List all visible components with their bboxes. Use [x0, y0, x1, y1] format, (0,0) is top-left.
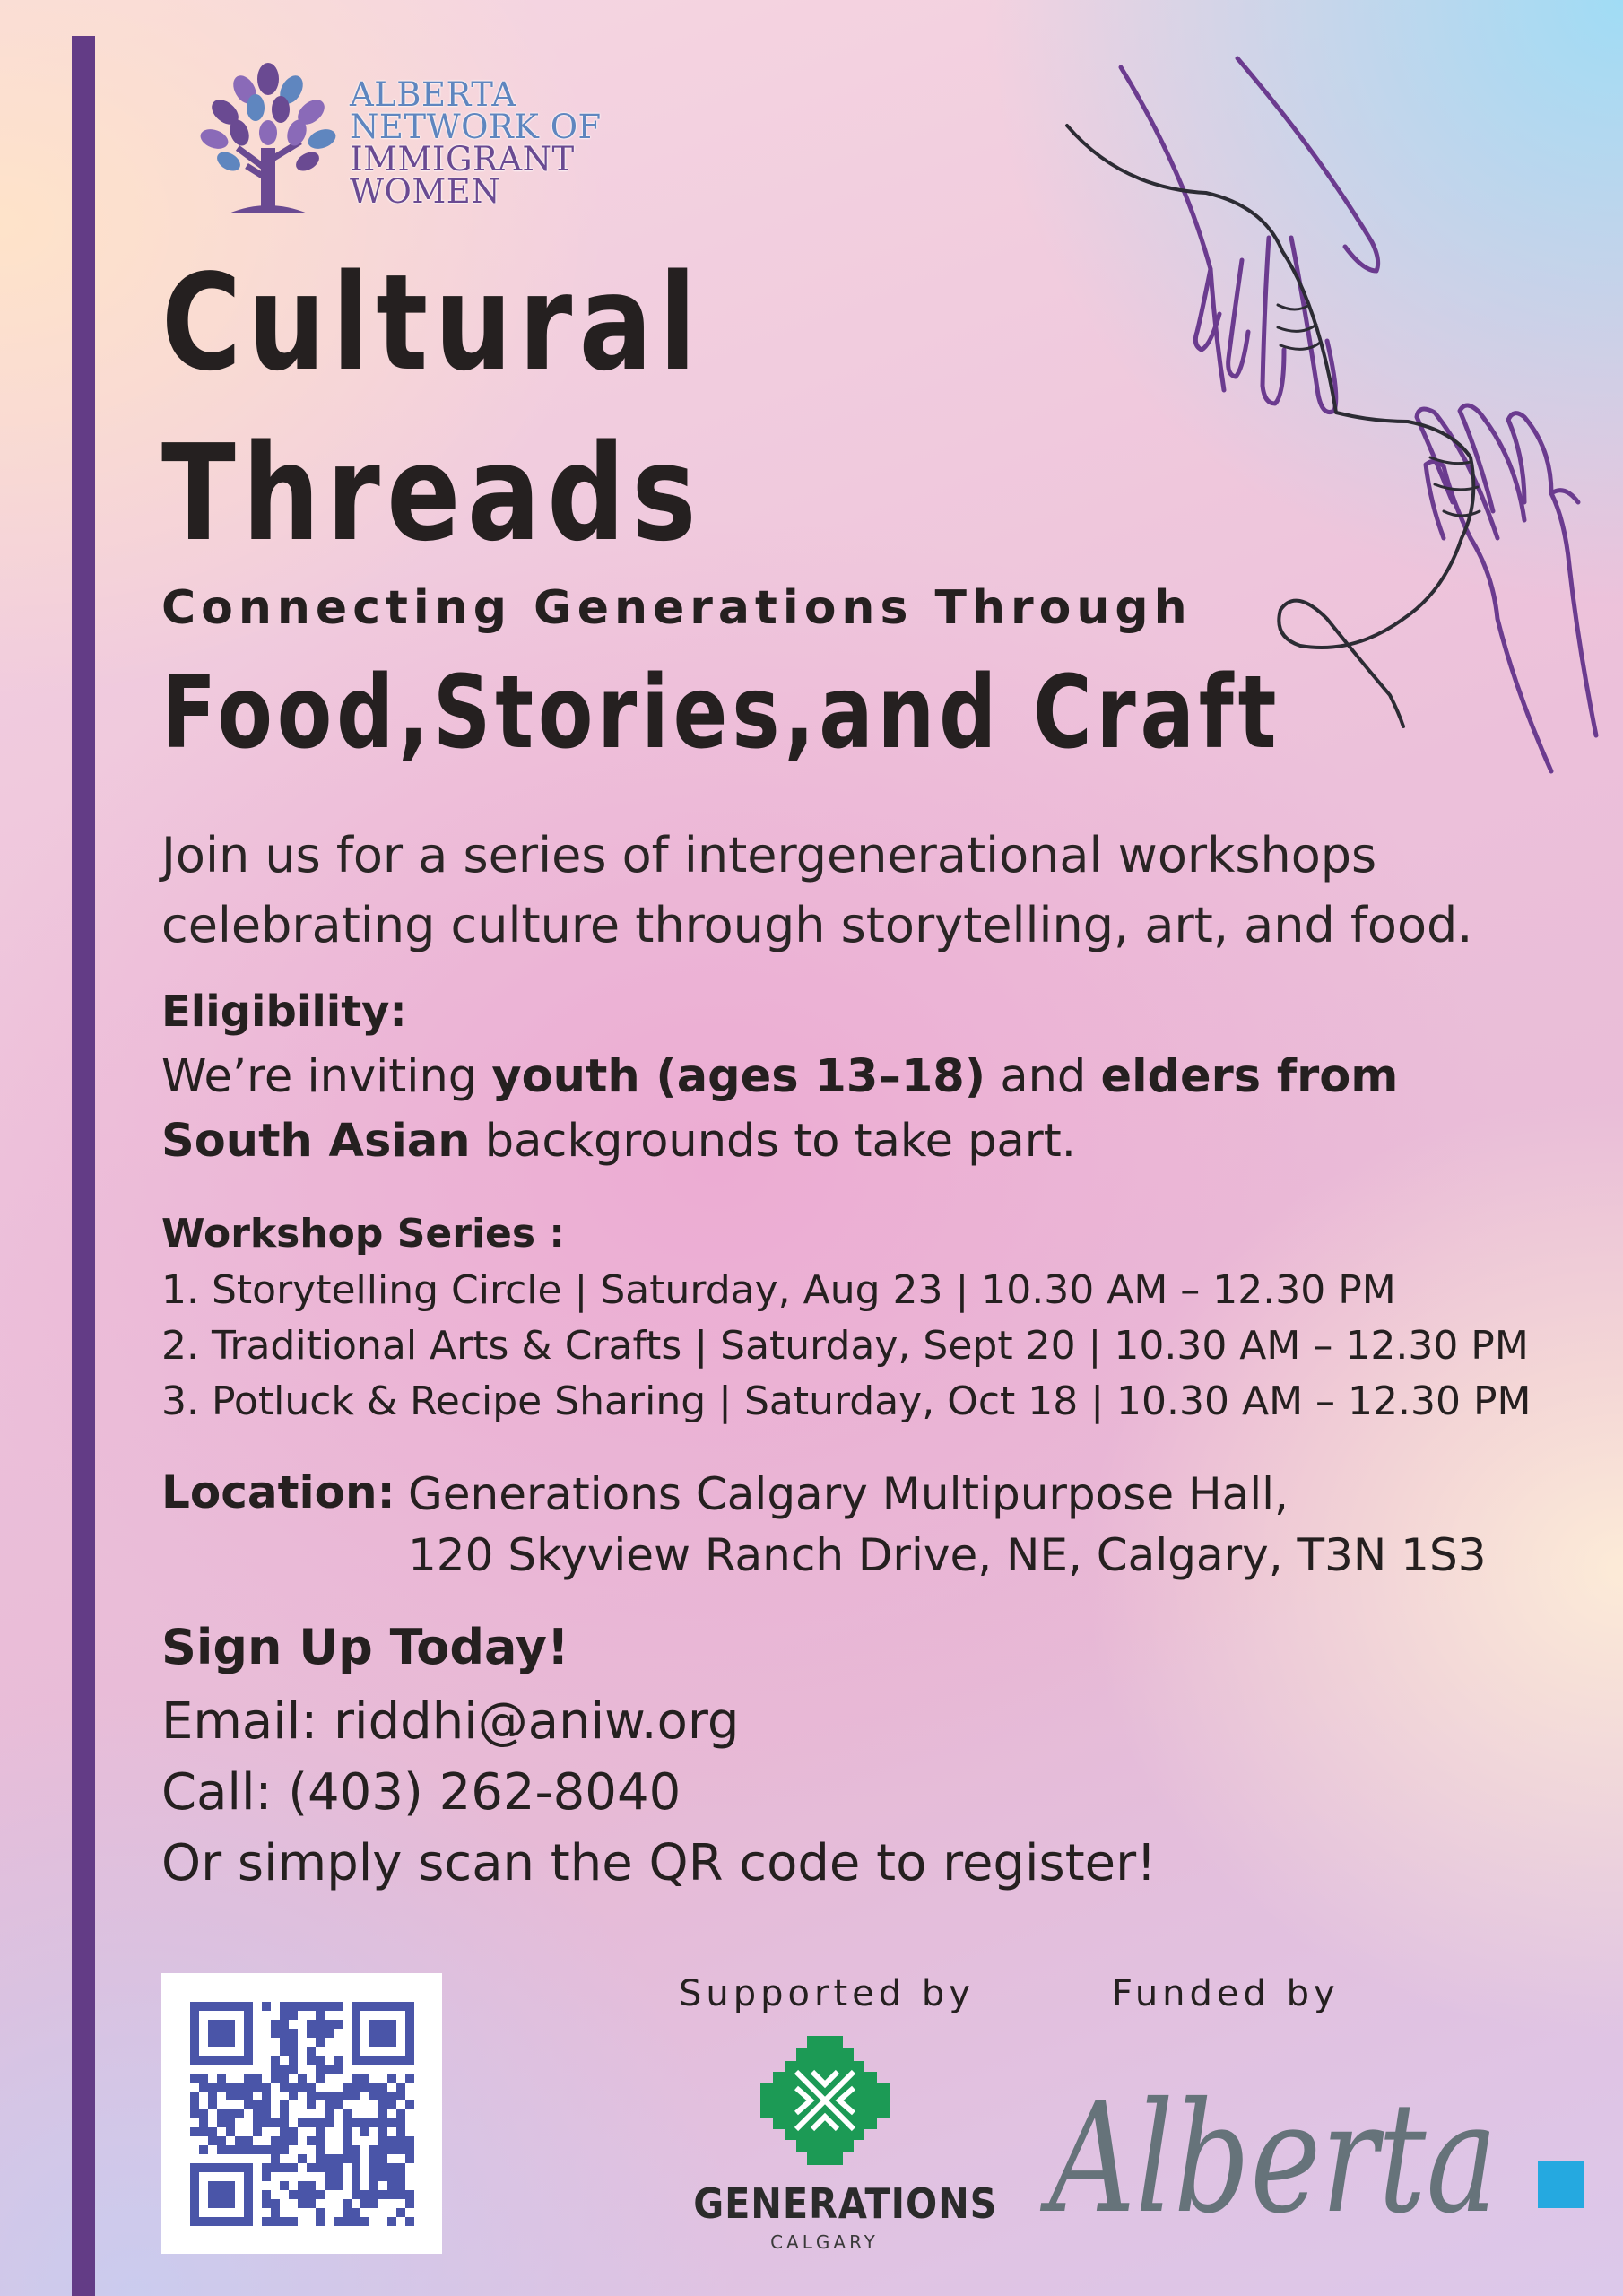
aniw-logo [193, 63, 623, 229]
alberta-wordmark: Alberta [1039, 2070, 1497, 2248]
intro-text [161, 821, 1596, 961]
contact-email[interactable]: Email: riddhi@aniw.org [161, 1692, 740, 1751]
registration-qr-code[interactable] [161, 1973, 442, 2254]
generations-subtitle: CALGARY [770, 2231, 879, 2253]
workshop-item: 1. Storytelling Circle | Saturday, Aug 23 | 10.30 AM – 12.30 PM [161, 1267, 1396, 1313]
workshop-item: 3. Potluck & Recipe Sharing | Saturday, Oct 18 | 10.30 AM – 12.30 PM [161, 1378, 1532, 1424]
funded-by-label: Funded by [1112, 1973, 1340, 2014]
org-name-line: IMMIGRANT [350, 140, 575, 178]
eligibility-youth: youth (ages 13–18) [491, 1050, 986, 1103]
accent-side-bar [72, 36, 95, 2296]
location-label: Location: [161, 1466, 395, 1518]
tagline: Food,Stories,and Craft [161, 655, 1281, 771]
eligibility-part: We’re inviting [161, 1050, 492, 1103]
eligibility-part: backgrounds to take part. [470, 1115, 1076, 1168]
qr-code-icon [190, 2002, 414, 2226]
org-name [350, 75, 602, 211]
intro-line: celebrating culture through storytelling, art, and food. [161, 897, 1473, 953]
alberta-blue-square-icon [1538, 2161, 1584, 2208]
eligibility-south-asian: South Asian [161, 1115, 471, 1168]
qr-instruction: Or simply scan the QR code to register! [161, 1834, 1157, 1892]
address-line: Generations Calgary Multipurpose Hall, [408, 1468, 1289, 1520]
location-address [408, 1464, 1487, 1586]
intro-line: Join us for a series of intergenerational workshops [161, 827, 1377, 883]
org-name-line: ALBERTA [350, 75, 516, 114]
generations-logo-icon [760, 2036, 890, 2165]
tree-logo-icon [193, 63, 345, 229]
eligibility-part: and [985, 1050, 1101, 1103]
eligibility-elders: elders from [1100, 1050, 1399, 1103]
supported-by-label: Supported by [679, 1973, 975, 2014]
org-name-line: WOMEN [350, 172, 501, 211]
signup-heading: Sign Up Today! [161, 1619, 569, 1675]
workshop-item: 2. Traditional Arts & Crafts | Saturday, Sept 20 | 10.30 AM – 12.30 PM [161, 1323, 1529, 1369]
contact-info [161, 1686, 1157, 1899]
org-name-line: NETWORK OF [350, 108, 602, 146]
address-line: 120 Skyview Ranch Drive, NE, Calgary, T3N 1S3 [408, 1529, 1487, 1581]
contact-phone[interactable]: Call: (403) 262-8040 [161, 1763, 681, 1822]
title-line-2: Threads [161, 416, 704, 570]
generations-wordmark: GENERATIONS [693, 2179, 998, 2228]
workshop-series-heading: Workshop Series : [161, 1211, 565, 1257]
eligibility-heading: Eligibility: [161, 987, 407, 1037]
alberta-logo [1040, 2063, 1506, 2251]
workshop-list [161, 1263, 1531, 1430]
subtitle: Connecting Generations Through [161, 581, 1193, 635]
title-line-1: Cultural [161, 246, 703, 400]
eligibility-text [161, 1045, 1398, 1174]
